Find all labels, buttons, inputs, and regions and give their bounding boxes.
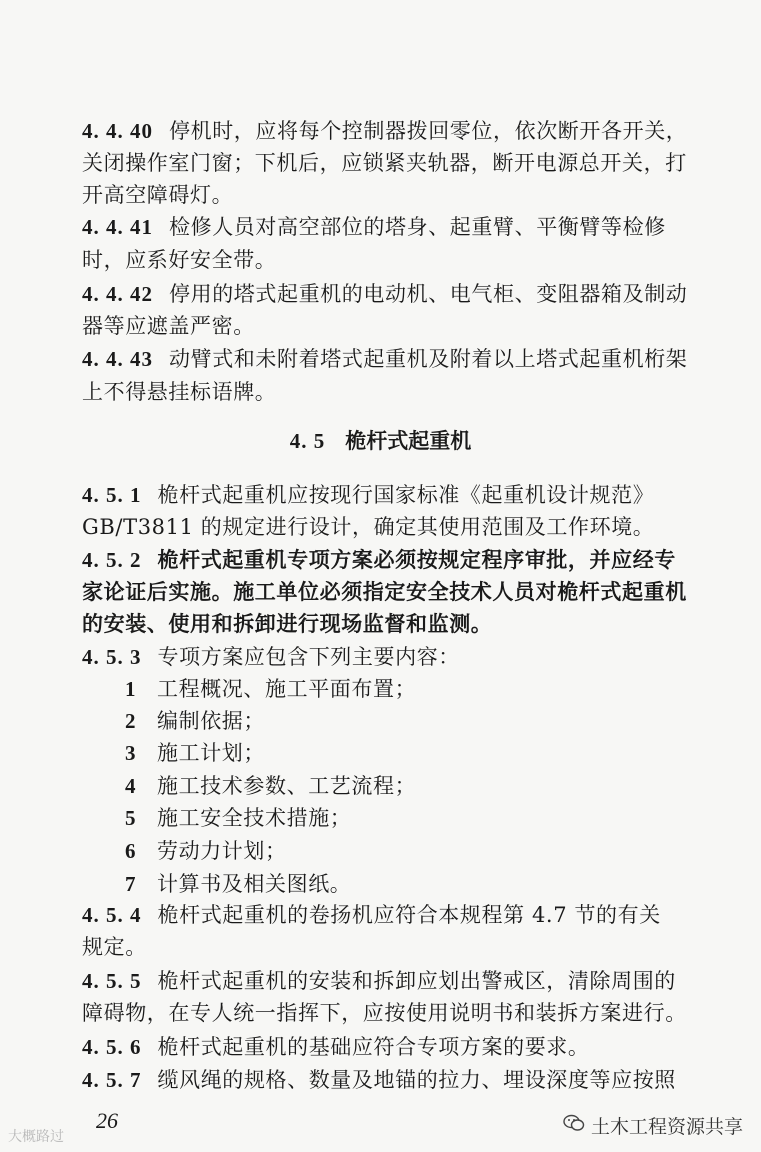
list-item-text: 编制依据；: [157, 709, 265, 733]
list-item: [125, 836, 287, 866]
clause-4-5-7-line-1: [82, 1065, 676, 1095]
clause-4-4-42-line-1: [82, 279, 687, 309]
clause-text: 家论证后实施。施工单位必须指定安全技术人员对桅杆式起重机: [82, 579, 687, 604]
clause-4-4-40-line-2: [82, 148, 687, 178]
clause-number: 4. 5. 5: [82, 969, 142, 993]
clause-text: 动臂式和未附着塔式起重机及附着以上塔式起重机桁架: [169, 347, 688, 371]
list-item: [125, 706, 265, 736]
clause-number: 4. 5. 4: [82, 903, 142, 927]
clause-text: 桅杆式起重机应按现行国家标准《起重机设计规范》: [157, 483, 655, 507]
clause-text: 桅杆式起重机专项方案必须按规定程序审批，并应经专: [157, 547, 676, 572]
clause-text: 的安装、使用和拆卸进行现场监督和监测。: [82, 611, 493, 636]
clause-4-5-4-line-2: [82, 932, 147, 962]
watermark-left: [8, 1126, 64, 1146]
clause-4-5-3-line-1: [82, 642, 460, 672]
list-item-text: 劳动力计划；: [157, 839, 287, 863]
list-item-text: 施工计划；: [157, 741, 265, 765]
clause-4-5-1-line-1: [82, 480, 654, 510]
list-item-number: 5: [125, 806, 137, 830]
watermark-left-text: 大概路过: [8, 1128, 64, 1144]
clause-text: 规定。: [82, 935, 147, 959]
clause-text: 缆风绳的规格、数量及地锚的拉力、埋设深度等应按照: [157, 1068, 676, 1092]
clause-number: 4. 4. 43: [82, 347, 153, 371]
list-item-text: 工程概况、施工平面布置；: [157, 677, 417, 701]
clause-text: 停机时，应将每个控制器拨回零位，依次断开各开关，: [169, 119, 688, 143]
clause-4-5-1-line-2: [82, 512, 654, 542]
section-number: 4. 5: [289, 429, 326, 453]
clause-number: 4. 4. 40: [82, 119, 153, 143]
clause-text: 检修人员对高空部位的塔身、起重臂、平衡臂等检修: [169, 215, 666, 239]
clause-text: 关闭操作室门窗；下机后，应锁紧夹轨器，断开电源总开关，打: [82, 151, 687, 175]
clause-number: 4. 5. 7: [82, 1068, 142, 1092]
page-number: 26: [96, 1108, 118, 1133]
clause-text: 器等应遮盖严密。: [82, 314, 255, 338]
clause-4-4-41-line-2: [82, 245, 276, 275]
clause-text: 开高空障碍灯。: [82, 183, 234, 207]
list-item-text: 施工技术参数、工艺流程；: [157, 774, 417, 798]
clause-4-5-6-line-1: [82, 1032, 590, 1062]
clause-4-5-5-line-2: [82, 998, 687, 1028]
section-heading: [0, 426, 761, 456]
clause-text: 专项方案应包含下列主要内容：: [157, 645, 460, 669]
clause-text: 时，应系好安全带。: [82, 248, 277, 272]
list-item-number: 6: [125, 839, 137, 863]
clause-text: GB/T3811 的规定进行设计，确定其使用范围及工作环境。: [82, 515, 655, 539]
clause-number: 4. 5. 1: [82, 483, 142, 507]
list-item-number: 2: [125, 709, 137, 733]
clause-number: 4. 4. 41: [82, 215, 153, 239]
list-item: [125, 674, 416, 704]
clause-text: 桅杆式起重机的基础应符合专项方案的要求。: [157, 1035, 590, 1059]
clause-4-5-2-line-3: [82, 609, 492, 639]
clause-text: 上不得悬挂标语牌。: [82, 380, 277, 404]
list-item: [125, 869, 351, 899]
list-item: [125, 771, 416, 801]
section-title: 桅杆式起重机: [345, 428, 472, 453]
clause-number: 4. 4. 42: [82, 282, 153, 306]
watermark-right-text: 土木工程资源共享: [590, 1117, 743, 1138]
clause-text: 障碍物，在专人统一指挥下，应按使用说明书和装拆方案进行。: [82, 1001, 687, 1025]
clause-number: 4. 5. 6: [82, 1035, 142, 1059]
clause-number: 4. 5. 2: [82, 548, 142, 572]
list-item-text: 计算书及相关图纸。: [157, 872, 352, 896]
list-item: [125, 738, 265, 768]
clause-4-4-40-line-3: [82, 180, 233, 210]
clause-4-5-4-line-1: [82, 900, 661, 930]
clause-4-4-42-line-2: [82, 311, 255, 341]
list-item-number: 4: [125, 774, 137, 798]
clause-4-4-43-line-1: [82, 344, 687, 374]
clause-text: 桅杆式起重机的安装和拆卸应划出警戒区，清除周围的: [157, 969, 676, 993]
clause-text: 停用的塔式起重机的电动机、电气柜、变阻器箱及制动: [169, 282, 688, 306]
clause-4-5-2-line-2: [82, 577, 687, 607]
wechat-icon: [563, 1114, 585, 1138]
clause-4-5-2-line-1: [82, 545, 676, 575]
clause-number: 4. 5. 3: [82, 645, 142, 669]
clause-4-4-40-line-1: [82, 116, 687, 146]
list-item-number: 1: [125, 677, 137, 701]
list-item-text: 施工安全技术措施；: [157, 806, 352, 830]
list-item-number: 3: [125, 741, 137, 765]
clause-text: 桅杆式起重机的卷扬机应符合本规程第 4.7 节的有关: [157, 903, 661, 927]
clause-4-4-43-line-2: [82, 377, 276, 407]
watermark-right: [563, 1112, 743, 1139]
list-item-number: 7: [125, 872, 137, 896]
clause-4-4-41-line-1: [82, 212, 666, 242]
list-item: [125, 803, 351, 833]
clause-4-5-5-line-1: [82, 966, 676, 996]
